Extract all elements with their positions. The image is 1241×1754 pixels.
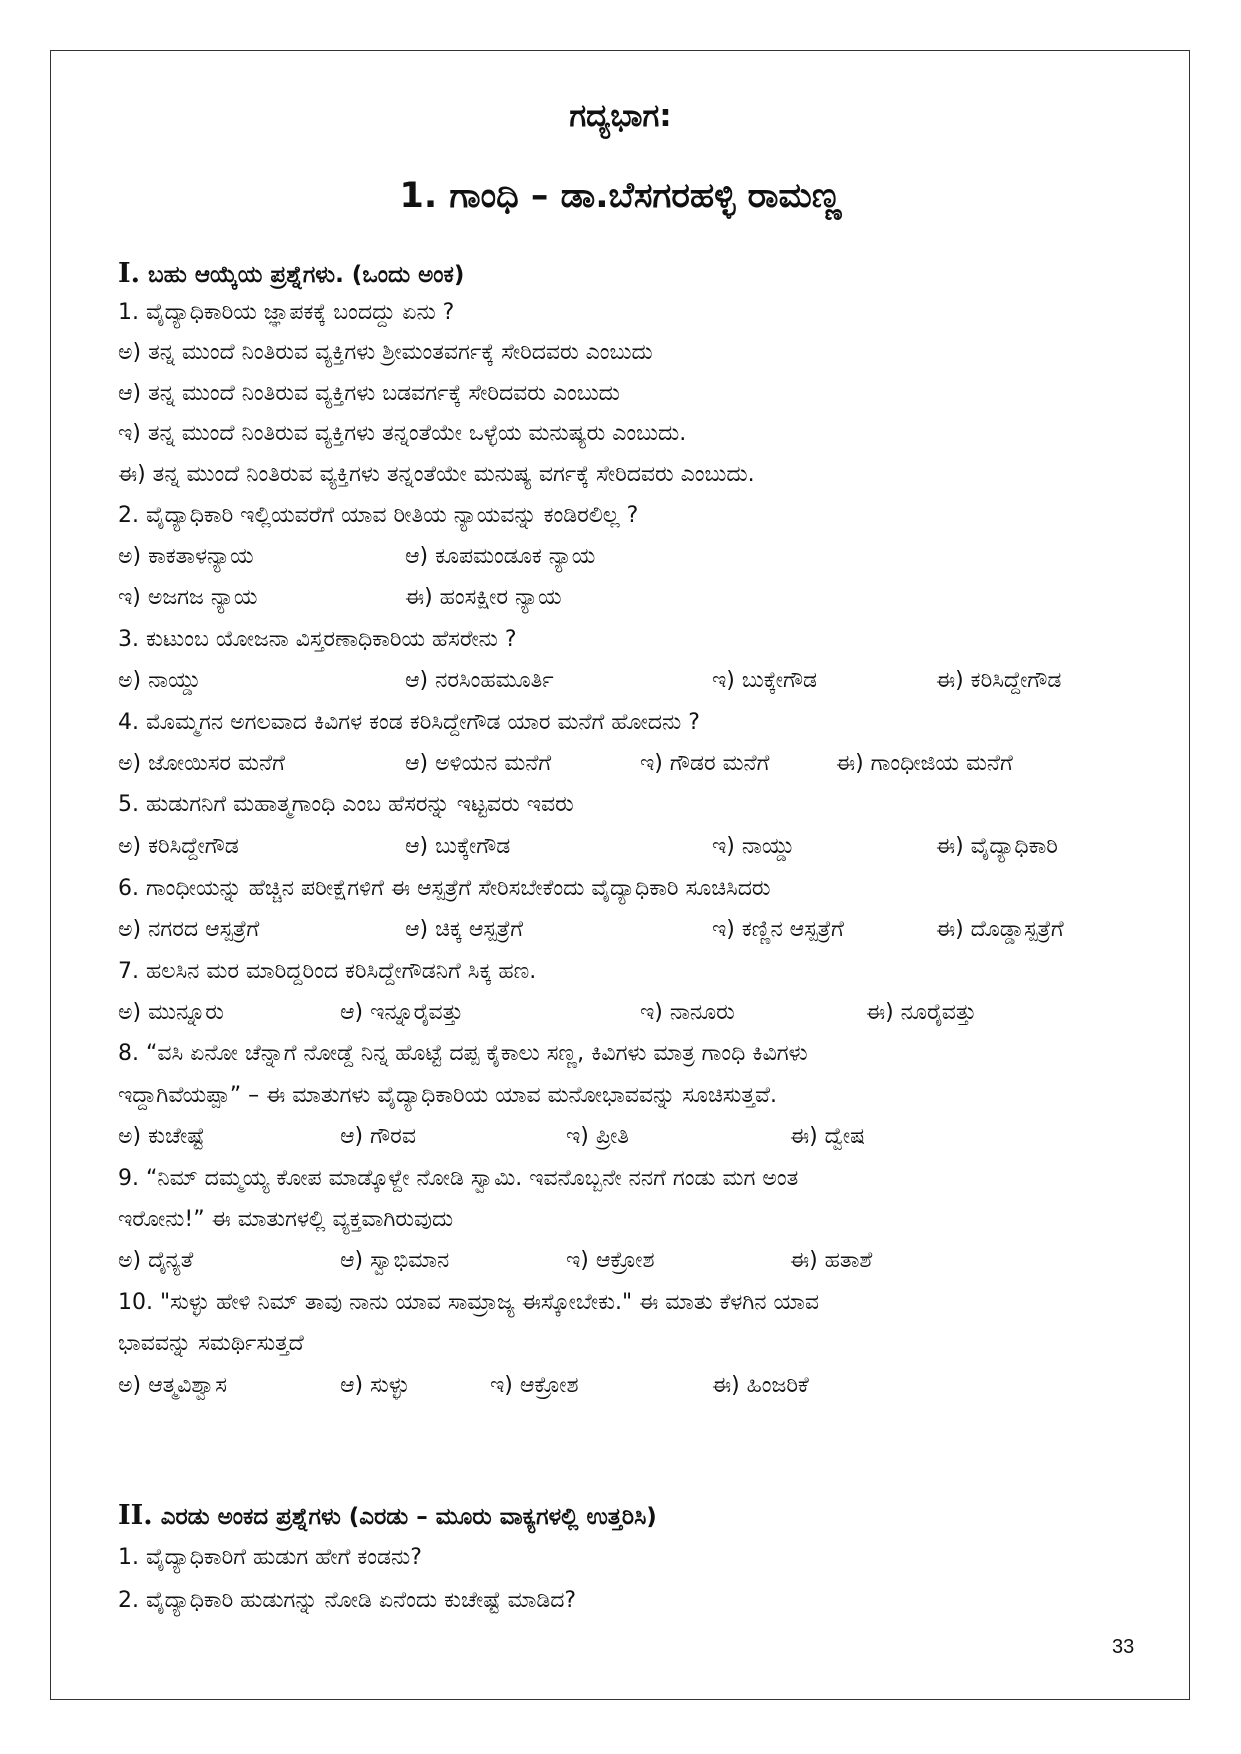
q1-option-d: ಈ) ತನ್ನ ಮುಂದೆ ನಿಂತಿರುವ ವ್ಯಕ್ತಿಗಳು ತನ್ನಂತೆಯೇ ಮನುಷ್ಯ ವರ್ಗಕ್ಕೆ ಸೇರಿದವರು ಎಂಬುದು.	[118, 462, 755, 487]
lesson-title: 1. ಗಾಂಧಿ – ಡಾ.ಬೆಸಗರಹಳ್ಳಿ ರಾಮಣ್ಣ	[399, 176, 842, 216]
q10-option-a: ಅ) ಆತ್ಮವಿಶ್ವಾಸ	[118, 1373, 227, 1398]
question-5: 5. ಹುಡುಗನಿಗೆ ಮಹಾತ್ಮಗಾಂಧಿ ಎಂಬ ಹೆಸರನ್ನು ಇಟ್ಟವರು ಇವರು	[118, 792, 574, 817]
question-3: 3. ಕುಟುಂಬ ಯೋಜನಾ ವಿಸ್ತರಣಾಧಿಕಾರಿಯ ಹೆಸರೇನು ?	[118, 627, 517, 652]
question-7: 7. ಹಲಸಿನ ಮರ ಮಾರಿದ್ದರಿಂದ ಕರಿಸಿದ್ದೇಗೌಡನಿಗೆ ಸಿಕ್ಕ ಹಣ.	[118, 959, 537, 984]
q9-option-c: ಇ) ಆಕ್ರೋಶ	[566, 1248, 655, 1273]
question-8-line-2: ಇದ್ದಾಗಿವೆಯಪ್ಪಾ” – ಈ ಮಾತುಗಳು ವೈದ್ಯಾಧಿಕಾರಿಯ ಯಾವ ಮನೋಭಾವವನ್ನು ಸೂಚಿಸುತ್ತವೆ.	[118, 1083, 777, 1108]
question-4: 4. ಮೊಮ್ಮಗನ ಅಗಲವಾದ ಕಿವಿಗಳ ಕಂಡ ಕರಿಸಿದ್ದೇಗೌಡ ಯಾರ ಮನೆಗೆ ಹೋದನು ?	[118, 710, 700, 735]
q7-option-d: ಈ) ನೂರೈವತ್ತು	[866, 1000, 977, 1025]
q2-option-d: ಈ) ಹಂಸಕ್ಷೀರ ನ್ಯಾಯ	[405, 585, 562, 610]
page-border	[50, 50, 1190, 1700]
section-2-question-2: 2. ವೈದ್ಯಾಧಿಕಾರಿ ಹುಡುಗನ್ನು ನೋಡಿ ಏನೆಂದು ಕುಚೇಷ್ಟೆ ಮಾಡಿದ?	[118, 1588, 577, 1613]
question-10-line-1: 10. "ಸುಳ್ಳು ಹೇಳಿ ನಿಮ್ ತಾವು ನಾನು ಯಾವ ಸಾಮ್ರಾಜ್ಯ ಈಸ್ಕೋಬೇಕು." ಈ ಮಾತು ಕೆಳಗಿನ ಯಾವ	[118, 1290, 819, 1315]
q5-option-a: ಅ) ಕರಿಸಿದ್ದೇಗೌಡ	[118, 834, 239, 859]
q9-option-d: ಈ) ಹತಾಶೆ	[790, 1248, 873, 1273]
q3-option-a: ಅ) ನಾಯ್ಡು	[118, 668, 202, 693]
question-9-line-2: ಇರೋನು!” ಈ ಮಾತುಗಳಲ್ಲಿ ವ್ಯಕ್ತವಾಗಿರುವುದು	[118, 1207, 454, 1232]
q10-option-b: ಆ) ಸುಳ್ಳು	[340, 1373, 410, 1398]
q3-option-b: ಆ) ನರಸಿಂಹಮೂರ್ತಿ	[405, 668, 554, 693]
q1-option-c: ಇ) ತನ್ನ ಮುಂದೆ ನಿಂತಿರುವ ವ್ಯಕ್ತಿಗಳು ತನ್ನಂತೆಯೇ ಒಳ್ಳೆಯ ಮನುಷ್ಯರು ಎಂಬುದು.	[118, 421, 687, 446]
q10-option-d: ಈ) ಹಿಂಜರಿಕೆ	[712, 1373, 809, 1398]
question-9-line-1: 9. “ನಿಮ್ ದಮ್ಮಯ್ಯ ಕೋಪ ಮಾಡ್ಕೊಳ್ದೇ ನೋಡಿ ಸ್ವಾಮಿ. ಇವನೊಬ್ಬನೇ ನನಗೆ ಗಂಡು ಮಗ ಅಂತ	[118, 1166, 799, 1191]
question-6: 6. ಗಾಂಧೀಯನ್ನು ಹೆಚ್ಚಿನ ಪರೀಕ್ಷೆಗಳಿಗೆ ಈ ಆಸ್ಪತ್ರೆಗೆ ಸೇರಿಸಬೇಕೆಂದು ವೈದ್ಯಾಧಿಕಾರಿ ಸೂಚಿಸಿದರು	[118, 876, 771, 901]
q1-option-a: ಅ) ತನ್ನ ಮುಂದೆ ನಿಂತಿರುವ ವ್ಯಕ್ತಿಗಳು ಶ್ರೀಮಂತವರ್ಗಕ್ಕೆ ಸೇರಿದವರು ಎಂಬುದು	[118, 340, 653, 365]
section-1-number: I.	[118, 258, 141, 289]
question-10-line-2: ಭಾವವನ್ನು ಸಮರ್ಥಿಸುತ್ತದೆ	[118, 1331, 304, 1356]
q3-option-c: ಇ) ಬುಕ್ಕೇಗೌಡ	[712, 668, 818, 693]
q7-option-b: ಆ) ಇನ್ನೂರೈವತ್ತು	[340, 1000, 464, 1025]
q2-option-c: ಇ) ಅಜಗಜ ನ್ಯಾಯ	[118, 585, 258, 610]
q6-option-a: ಅ) ನಗರದ ಆಸ್ಪತ್ರೆಗೆ	[118, 917, 260, 942]
q9-option-a: ಅ) ದೈನ್ಯತೆ	[118, 1248, 194, 1273]
q8-option-c: ಇ) ಪ್ರೀತಿ	[566, 1124, 629, 1149]
q5-option-b: ಆ) ಬುಕ್ಕೇಗೌಡ	[405, 834, 511, 859]
q10-option-c: ಇ) ಆಕ್ರೋಶ	[490, 1373, 579, 1398]
q4-option-a: ಅ) ಜೋಯಿಸರ ಮನೆಗೆ	[118, 751, 285, 776]
q2-option-b: ಆ) ಕೂಪಮಂಡೂಕ ನ್ಯಾಯ	[405, 544, 596, 569]
q5-option-d: ಈ) ವೈದ್ಯಾಧಿಕಾರಿ	[936, 834, 1058, 859]
q6-option-b: ಆ) ಚಿಕ್ಕ ಆಸ್ಪತ್ರೆಗೆ	[405, 917, 524, 942]
q5-option-c: ಇ) ನಾಯ್ಡು	[712, 834, 795, 859]
section-2-number: II.	[118, 1500, 153, 1531]
q8-option-d: ಈ) ದ್ವೇಷ	[790, 1124, 865, 1149]
question-2: 2. ವೈದ್ಯಾಧಿಕಾರಿ ಇಲ್ಲಿಯವರೆಗೆ ಯಾವ ರೀತಿಯ ನ್ಯಾಯವನ್ನು ಕಂಡಿರಲಿಲ್ಲ ?	[118, 503, 639, 528]
q8-option-b: ಆ) ಗೌರವ	[340, 1124, 416, 1149]
q7-option-a: ಅ) ಮುನ್ನೂರು	[118, 1000, 224, 1025]
page-number: 33	[1112, 1636, 1135, 1658]
q4-option-b: ಆ) ಅಳಿಯನ ಮನೆಗೆ	[405, 751, 552, 776]
question-1: 1. ವೈದ್ಯಾಧಿಕಾರಿಯ ಜ್ಞಾಪಕಕ್ಕೆ ಬಂದದ್ದು ಏನು ?	[118, 300, 455, 325]
section-2-question-1: 1. ವೈದ್ಯಾಧಿಕಾರಿಗೆ ಹುಡುಗ ಹೇಗೆ ಕಂಡನು?	[118, 1545, 422, 1570]
q6-option-d: ಈ) ದೊಡ್ಡಾಸ್ಪತ್ರೆಗೆ	[936, 917, 1064, 942]
q7-option-c: ಇ) ನಾನೂರು	[640, 1000, 735, 1025]
section-1-text: ಬಹು ಆಯ್ಕೆಯ ಪ್ರಶ್ನೆಗಳು. (ಒಂದು ಅಂಕ)	[148, 262, 465, 288]
q4-option-d: ಈ) ಗಾಂಧೀಜಿಯ ಮನೆಗೆ	[836, 751, 1013, 776]
question-8-line-1: 8. “ವಸಿ ಏನೋ ಚೆನ್ನಾಗೆ ನೋಡ್ದೆ ನಿನ್ನ ಹೊಟ್ಟೆ ದಪ್ಪ ಕೈಕಾಲು ಸಣ್ಣ, ಕಿವಿಗಳು ಮಾತ್ರ ಗಾಂಧಿ ಕಿವಿಗಳು	[118, 1041, 808, 1066]
section-title: ಗದ್ಯಭಾಗ:	[569, 98, 672, 134]
q8-option-a: ಅ) ಕುಚೇಷ್ಟೆ	[118, 1124, 205, 1149]
section-2-heading	[118, 1500, 657, 1531]
q9-option-b: ಆ) ಸ್ವಾಭಿಮಾನ	[340, 1248, 450, 1273]
section-2-text: ಎರಡು ಅಂಕದ ಪ್ರಶ್ನೆಗಳು (ಎರಡು – ಮೂರು ವಾಕ್ಯಗಳಲ್ಲಿ ಉತ್ತರಿಸಿ)	[160, 1504, 657, 1530]
q6-option-c: ಇ) ಕಣ್ಣಿನ ಆಸ್ಪತ್ರೆಗೆ	[712, 917, 844, 942]
q3-option-d: ಈ) ಕರಿಸಿದ್ದೇಗೌಡ	[936, 668, 1062, 693]
q2-option-a: ಅ) ಕಾಕತಾಳನ್ಯಾಯ	[118, 544, 254, 569]
section-1-heading	[118, 258, 464, 289]
q4-option-c: ಇ) ಗೌಡರ ಮನೆಗೆ	[640, 751, 770, 776]
q1-option-b: ಆ) ತನ್ನ ಮುಂದೆ ನಿಂತಿರುವ ವ್ಯಕ್ತಿಗಳು ಬಡವರ್ಗಕ್ಕೆ ಸೇರಿದವರು ಎಂಬುದು	[118, 381, 620, 406]
